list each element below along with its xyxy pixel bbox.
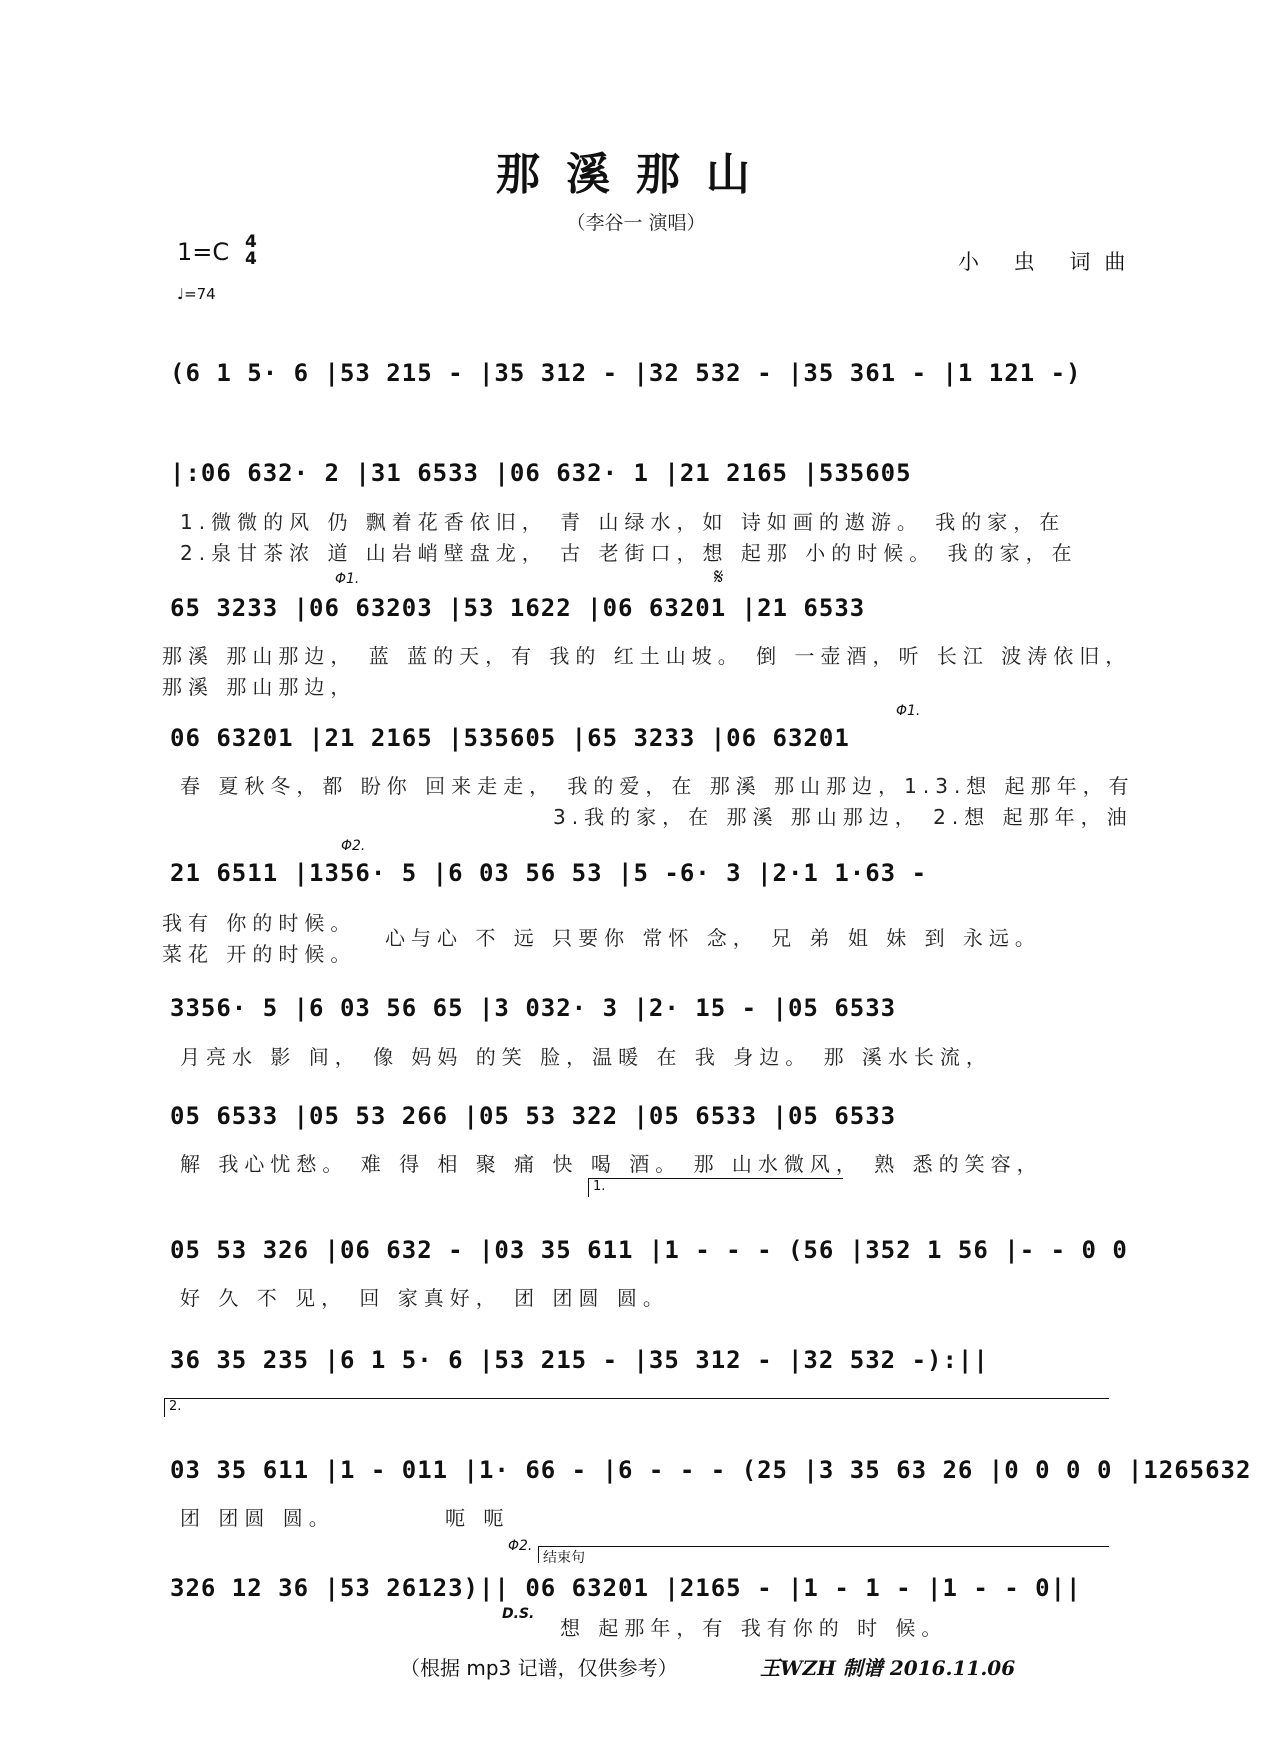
transcription-note: （根据 mp3 记谱，仅供参考）	[400, 1656, 678, 1680]
lyric-row-4-verse-2: 3.我的家，在 那溪 那山那边， 2.想 起那年，油	[553, 805, 1133, 829]
score-row-9	[162, 1342, 1114, 1382]
lyric-row-3-verse-1: 那溪 那山那边， 蓝 蓝的天，有 我的 红土山坡。 倒 一壶酒，听 长江 波涛依旧，	[162, 644, 1132, 668]
score-row-4	[162, 720, 1114, 760]
notation-row-6: 3356· 5 |6 03 56 65 |3 032· 3 |2· 15 - |05 6533	[170, 994, 897, 1022]
score-row-3	[162, 590, 1114, 630]
score-row-11	[162, 1570, 1117, 1610]
key-signature: 1=C	[177, 238, 230, 266]
score-row-5	[162, 855, 1114, 895]
lyric-row-8: 好 久 不 见， 回 家真好， 团 团圆 圆。	[180, 1286, 669, 1310]
lyric-row-11: 想 起那年，有 我有你的 时 候。	[560, 1616, 948, 1640]
score-row-8	[162, 1232, 1128, 1272]
lyric-row-2-verse-1: 1.微微的风 仍 飘着花香依旧， 青 山绿水，如 诗如画的遨游。 我的家，在	[180, 510, 1066, 534]
score-row-10	[162, 1452, 1252, 1492]
notation-row-5: 21 6511 |1356· 5 |6 03 56 53 |5 -6· 3 |2·1 1·63 -	[170, 859, 928, 887]
lyric-row-4-verse-1: 春 夏秋冬，都 盼你 回来走走， 我的爱，在 那溪 那山那边，1.3.想 起那年，有	[180, 774, 1135, 798]
lyric-row-6: 月亮水 影 间， 像 妈妈 的笑 脸，温暖 在 我 身边。 那 溪水长流，	[180, 1045, 992, 1069]
lyric-row-2-verse-2: 2.泉甘茶浓 道 山岩峭壁盘龙， 古 老街口，想 起那 小的时候。 我的家，在	[180, 541, 1078, 565]
volta-2-label: 2.	[169, 1399, 182, 1414]
coda-1-mark: Φ1.	[335, 571, 360, 587]
score-row-1	[162, 355, 1114, 395]
composer-credit: 小 虫 词曲	[958, 250, 1140, 274]
score-row-2	[162, 455, 1114, 495]
time-signature-bottom: 4	[245, 249, 257, 269]
lyric-row-10-a: 团 团圆 圆。	[180, 1506, 335, 1530]
lyric-row-5-verse-1: 我有 你的时候。	[162, 911, 357, 935]
ds-mark: D.S.	[502, 1606, 535, 1622]
coda-2-mark-2: Φ2.	[508, 1538, 533, 1554]
score-row-7	[162, 1098, 1114, 1138]
volta-1-label: 1.	[593, 1179, 606, 1194]
notation-row-10: 03 35 611 |1 - 011 |1· 66 - |6 - - - (25 |3 35 63 26 |0 0 0 0 |1265632	[170, 1456, 1252, 1484]
notation-row-3: 65 3233 |06 63203 |53 1622 |06 63201 |21 6533	[170, 594, 866, 622]
volta-1-bracket	[588, 1178, 843, 1197]
lyric-row-5-verse-2: 菜花 开的时候。	[162, 942, 357, 966]
notation-row-2: |:06 632· 2 |31 6533 |06 632· 1 |21 2165 |535605	[170, 459, 912, 487]
lyric-row-7: 解 我心忧愁。 难 得 相 聚 痛 快 喝 酒。 那 山水微风， 熟 悉的笑容，	[180, 1152, 1043, 1176]
tempo-marking: ♩=74	[177, 285, 216, 303]
notation-row-7: 05 6533 |05 53 266 |05 53 322 |05 6533 |05 6533	[170, 1102, 897, 1130]
time-signature	[245, 234, 257, 268]
notation-row-1: (6 1 5· 6 |53 215 - |35 312 - |32 532 - |35 361 - |1 121 -)	[170, 359, 1082, 387]
segno-mark: 𝄋	[714, 565, 724, 590]
notation-row-9: 36 35 235 |6 1 5· 6 |53 215 - |35 312 - |32 532 -):||	[170, 1346, 989, 1374]
lyric-row-3-verse-2: 那溪 那山那边，	[162, 675, 357, 699]
song-title: 那溪那山	[496, 149, 776, 200]
transcriber-credit: 王WZH 制谱 2016.11.06	[760, 1656, 1016, 1680]
coda-2-mark: Φ2.	[341, 838, 366, 854]
notation-row-4: 06 63201 |21 2165 |535605 |65 3233 |06 63201	[170, 724, 850, 752]
performer-subtitle: （李谷一 演唱）	[566, 212, 706, 234]
score-row-6	[162, 990, 1114, 1030]
ending-label: 结束句	[543, 1550, 585, 1566]
notation-row-8: 05 53 326 |06 632 - |03 35 611 |1 - - - (56 |352 1 56 |- - 0 0	[170, 1236, 1128, 1264]
lyric-row-5-chorus: 心与心 不 远 只要你 常怀 念， 兄 弟 姐 妹 到 永远。	[385, 926, 1041, 950]
time-signature-top: 4	[245, 232, 257, 252]
volta-2-bracket	[164, 1398, 1109, 1417]
ending-bracket	[538, 1546, 1109, 1566]
notation-row-11: 326 12 36 |53 26123)|| 06 63201 |2165 - |1 - 1 - |1 - - 0||	[170, 1574, 1082, 1602]
coda-1-mark-2: Φ1.	[896, 703, 921, 719]
lyric-row-10-b: 呃 呃	[445, 1506, 510, 1530]
